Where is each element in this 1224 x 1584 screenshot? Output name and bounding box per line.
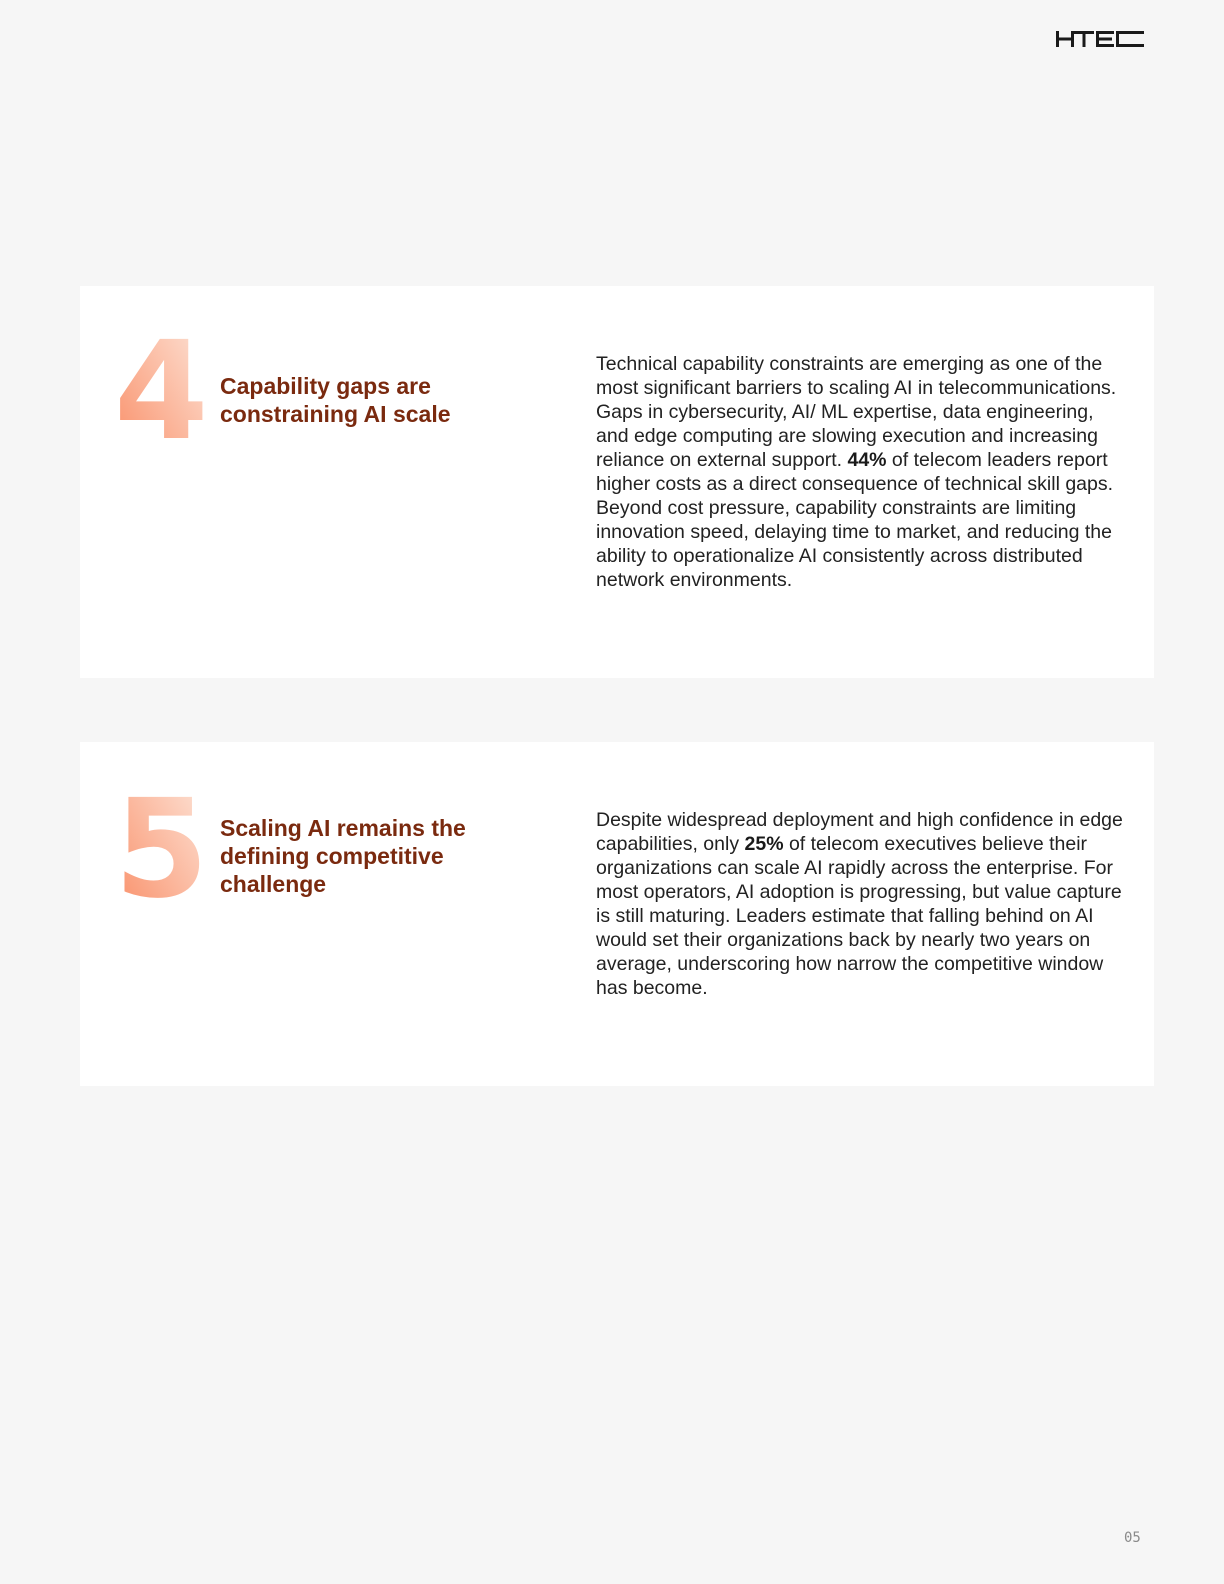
htec-logo-icon — [1056, 30, 1144, 48]
section-heading: Capability gaps are constraining AI scale — [220, 373, 451, 427]
section-heading: Scaling AI remains the defining competitive challenge — [220, 815, 466, 897]
body-stat-highlight: 44% — [847, 449, 887, 471]
section-body — [596, 352, 1126, 592]
section-number — [114, 334, 214, 446]
section-number-graphic — [114, 792, 214, 904]
section-number — [114, 792, 214, 904]
insight-card-4 — [80, 286, 1154, 678]
section-number-text: 4 — [114, 334, 205, 446]
section-body — [596, 808, 1126, 1000]
body-stat-highlight: 25% — [744, 833, 784, 855]
body-text-part: Technical capability constraints are emerging as one of the most significant barriers to scaling AI in telecommunications. Gaps in cybersecurity, AI/ ML expertise, data engineering, and edge computing are slowing execution and increasing reliance on external support. — [596, 353, 1117, 471]
body-text-part: of telecom executives believe their organizations can scale AI rapidly across the enterprise. For most operators, AI adoption is progressing, but value capture is still maturing. Leaders estimate that falling behind on AI would set their organizations back by nearly two years on average, underscoring how narrow the competitive window has become. — [596, 833, 1122, 999]
page-number: 05 — [1124, 1530, 1141, 1546]
section-number-graphic — [114, 334, 214, 446]
insight-card-5 — [80, 742, 1154, 1086]
body-text-part: of telecom leaders report higher costs as a direct consequence of technical skill gaps. Beyond cost pressure, capability constraints are limiting innovation speed, delaying time to market, and reducing the ability to operationalize AI consistently across distributed network environments. — [596, 449, 1114, 591]
section-number-text: 5 — [114, 792, 205, 904]
body-text-part: Despite widespread deployment and high confidence in edge capabilities, only — [596, 809, 1123, 855]
htec-logo — [1056, 30, 1144, 48]
